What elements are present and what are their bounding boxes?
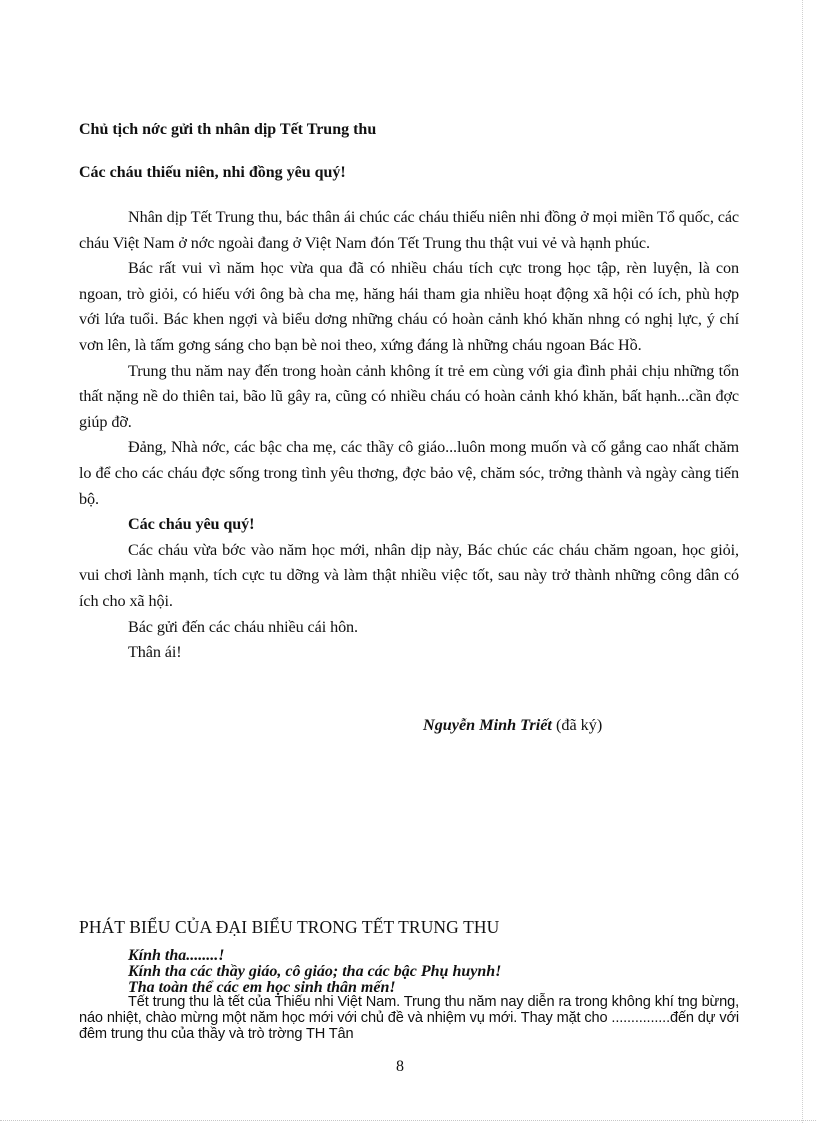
signature-name: Nguyễn Minh Triết bbox=[423, 716, 552, 734]
letter-body bbox=[79, 205, 739, 666]
speech-salutation: Tha toàn thể các em học sinh thân mến! bbox=[128, 978, 396, 996]
letter-paragraph: Các cháu vừa bớc vào năm học mới, nhân dịp này, Bác chúc các cháu chăm ngoan, học giỏi, vui chơi lành mạnh, tích cực tu dỡng và làm thật nhiều việc tốt, sau này trở thành những công dân có ích cho xã hội. bbox=[79, 540, 739, 610]
signature-note: (đã ký) bbox=[551, 716, 603, 734]
page-bottom-border bbox=[0, 1120, 816, 1121]
letter-paragraph: Trung thu năm nay đến trong hoàn cảnh không ít trẻ em cùng với gia đình phải chịu những tổn thất nặng nề do thiên tai, bão lũ gây ra, cũng có nhiều cháu có hoàn cảnh khó khăn, bất hạnh...cần đợc giúp đỡ. bbox=[79, 361, 739, 431]
letter-paragraph: Đảng, Nhà nớc, các bậc cha mẹ, các thầy cô giáo...luôn mong muốn và cố gắng cao nhất chăm lo để cho các cháu đợc sống trong tình yêu thơng, đợc bảo vệ, chăm sóc, trởng thành và ngày càng tiến bộ. bbox=[79, 438, 739, 508]
speech-paragraph: Tết trung thu là tết của Thiếu nhi Việt Nam. Trung thu năm nay diễn ra trong không khí tng bừng, náo nhiệt, chào mừng một năm học mới với chủ đề và nhiệm vụ mới. Thay mặt cho ...............đến dự với đêm trung thu của thầy và trò trờng TH Tân bbox=[79, 994, 739, 1042]
page-right-border bbox=[802, 0, 803, 1123]
speech-salutation: Kính tha........! bbox=[128, 947, 225, 964]
letter-kisses: Bác gửi đến các cháu nhiều cái hôn. bbox=[128, 617, 359, 636]
signature bbox=[423, 716, 602, 735]
letter-closing: Thân ái! bbox=[128, 643, 182, 662]
speech-title: PHÁT BIỂU CỦA ĐẠI BIỂU TRONG TẾT TRUNG THU bbox=[79, 917, 500, 937]
letter-dear-line: Các cháu yêu quý! bbox=[128, 515, 255, 534]
letter-paragraph: Bác rất vui vì năm học vừa qua đã có nhiều cháu tích cực trong học tập, rèn luyện, là con ngoan, trò giỏi, có hiếu với ông bà cha mẹ, hăng hái tham gia nhiều hoạt động xã hội có ích, phù hợp với lứa tuổi. Bác khen ngợi và biểu dơng những cháu có hoàn cảnh khó khăn nhng có nghị lực, ý chí vơn lên, là tấm gơng sáng cho bạn bè noi theo, xứng đáng là những cháu ngoan Bác Hồ. bbox=[79, 259, 739, 354]
page-number: 8 bbox=[396, 1058, 404, 1075]
letter-greeting: Các cháu thiếu niên, nhi đồng yêu quý! bbox=[79, 164, 346, 181]
letter-paragraph: Nhân dịp Tết Trung thu, bác thân ái chúc các cháu thiếu niên nhi đồng ở mọi miền Tổ quốc, các cháu Việt Nam ở nớc ngoài đang ở Việt Nam đón Tết Trung thu thật vui vẻ và hạnh phúc. bbox=[79, 208, 739, 252]
speech-body bbox=[79, 948, 739, 1043]
letter-title: Chủ tịch nớc gửi th nhân dịp Tết Trung thu bbox=[79, 121, 377, 138]
speech-salutation: Kính tha các thầy giáo, cô giáo; tha các bậc Phụ huynh! bbox=[128, 962, 502, 980]
